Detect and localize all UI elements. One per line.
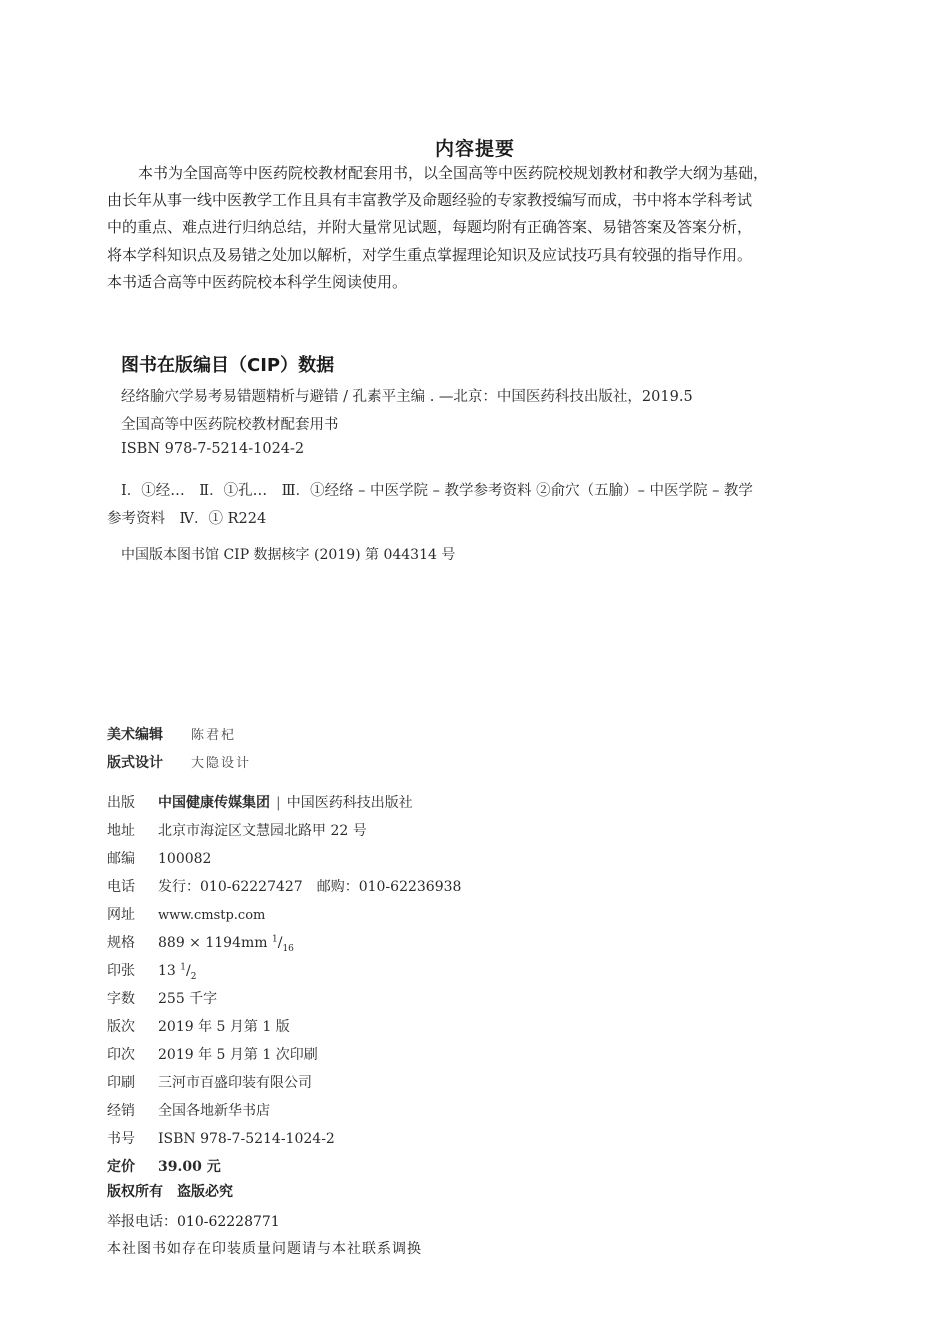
art-editor-row [107, 724, 236, 744]
address-value: 北京市海淀区文慧园北路甲 22 号 [158, 823, 367, 839]
phone-value: 发行：010-62227427 邮购：010-62236938 [158, 879, 462, 895]
sheets-fraction-denominator: 2 [190, 971, 197, 982]
summary-body [107, 160, 887, 296]
summary-line: 本书为全国高等中医药院校教材配套用书，以全国高等中医药院校规划教材和教学大纲为基础， [138, 164, 769, 182]
publisher-name: 中国医药科技出版社 [286, 795, 413, 811]
piracy-text: 盗版必究 [177, 1184, 233, 1200]
sheets-row [107, 960, 196, 982]
words-label: 字数 [107, 991, 135, 1007]
distributor-label: 经销 [107, 1103, 135, 1119]
distributor-row [107, 1100, 270, 1120]
website-row [107, 904, 265, 924]
edition-label: 版次 [107, 1019, 135, 1035]
cip-isbn-line: ISBN 978-7-5214-1024-2 [121, 441, 305, 457]
sheets-fraction-slash: / [186, 963, 191, 979]
summary-line: 由长年从事一线中医教学工作且具有丰富教学及命题经验的专家教授编写而成，书中将本学科考试 [107, 191, 753, 210]
printer-row [107, 1072, 312, 1092]
printing-label: 印次 [107, 1047, 135, 1063]
art-editor-value: 陈君杞 [191, 728, 237, 743]
edition-value: 2019 年 5 月第 1 版 [158, 1019, 290, 1035]
postcode-label: 邮编 [107, 851, 135, 867]
summary-line: 本书适合高等中医药院校本科学生阅读使用。 [107, 272, 408, 291]
phone-row [107, 876, 461, 896]
format-fraction-numerator: 1 [271, 934, 278, 945]
printer-label: 印刷 [107, 1075, 135, 1091]
sheets-value: 13 [158, 963, 181, 979]
website-value: www.cmstp.com [158, 908, 266, 923]
postcode-value: 100082 [158, 851, 212, 867]
summary-line: 中的重点、难点进行归纳总结，并附大量常见试题，每题均附有正确答案、易错答案及答案分析， [107, 218, 753, 237]
publisher-label: 出版 [107, 795, 135, 811]
edition-row [107, 1016, 290, 1036]
layout-design-value: 大隐设计 [191, 756, 252, 771]
book-number-row [107, 1128, 335, 1148]
postcode-row [107, 848, 211, 868]
price-label: 定价 [107, 1159, 135, 1175]
rights-row [107, 1181, 247, 1201]
publisher-separator: | [276, 795, 281, 811]
publisher-row [107, 792, 413, 812]
format-fraction-slash: / [277, 935, 283, 951]
cip-classification-line: 参考资料 Ⅳ．① R224 [107, 511, 267, 527]
printing-row [107, 1044, 318, 1064]
summary-line: 将本学科知识点及易错之处加以解析，对学生重点掌握理论知识及应试技巧具有较强的指导作用。 [107, 245, 753, 264]
format-fraction-denominator: 16 [282, 943, 294, 954]
format-row [107, 932, 294, 954]
printing-value: 2019 年 5 月第 1 次印刷 [158, 1047, 318, 1063]
book-number-value: ISBN 978-7-5214-1024-2 [158, 1131, 335, 1147]
price-row [107, 1156, 221, 1176]
printer-value: 三河市百盛印装有限公司 [158, 1075, 312, 1091]
sheets-fraction-numerator: 1 [180, 962, 186, 973]
format-label: 规格 [107, 935, 135, 951]
layout-design-label: 版式设计 [107, 755, 163, 771]
cip-series-line: 全国高等中医药院校教材配套用书 [121, 417, 339, 433]
cip-title-line: 经络腧穴学易考易错题精析与避错 / 孔素平主编 . —北京：中国医药科技出版社，2019.5 [121, 389, 693, 405]
distributor-value: 全国各地新华书店 [158, 1103, 270, 1119]
quality-notice-line: 本社图书如存在印装质量问题请与本社联系调换 [107, 1241, 422, 1257]
phone-label: 电话 [107, 879, 135, 895]
address-label: 地址 [107, 823, 135, 839]
words-value: 255 千字 [158, 991, 218, 1007]
layout-design-row [107, 752, 251, 772]
copyright-text: 版权所有 [107, 1184, 163, 1200]
words-row [107, 988, 217, 1008]
format-value: 889 × 1194mm [158, 935, 272, 951]
cip-library-line: 中国版本图书馆 CIP 数据核字 (2019) 第 044314 号 [121, 547, 456, 563]
report-phone-line: 举报电话：010-62228771 [107, 1214, 280, 1230]
cip-heading: 图书在版编目（CIP）数据 [121, 355, 335, 376]
price-value: 39.00 元 [158, 1159, 221, 1175]
publisher-group: 中国健康传媒集团 [158, 795, 270, 811]
book-number-label: 书号 [107, 1131, 135, 1147]
summary-title: 内容提要 [434, 138, 515, 160]
website-label: 网址 [107, 907, 135, 923]
art-editor-label: 美术编辑 [107, 727, 163, 743]
cip-classification-line: Ⅰ．①经… Ⅱ．①孔… Ⅲ．①经络 – 中医学院 – 教学参考资料 ②俞穴（五腧）– 中医学院 – 教学 [121, 483, 753, 499]
address-row [107, 820, 367, 840]
sheets-label: 印张 [107, 963, 135, 979]
